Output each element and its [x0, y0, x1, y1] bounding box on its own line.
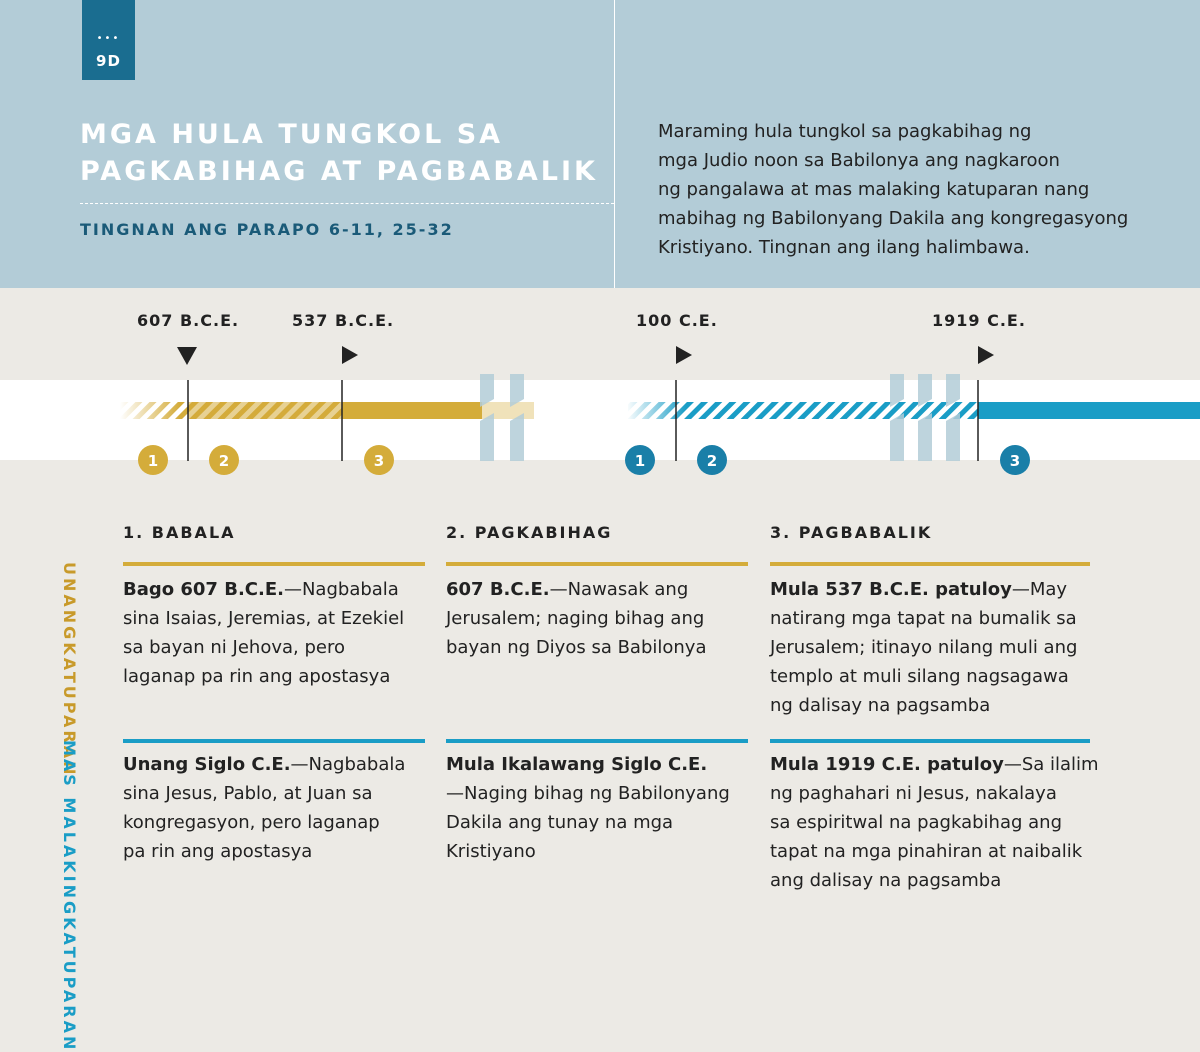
- cell-line: templo at muli silang nagsagawa: [770, 666, 1069, 687]
- row-label-mas-malaking-katuparan: [58, 740, 80, 1052]
- cell-line: [123, 575, 423, 604]
- row-label-line: KATUPARAN: [60, 642, 79, 778]
- gold-marker-2: [209, 445, 239, 475]
- cell-line: Jerusalem; itinayo nilang muli ang: [770, 637, 1078, 658]
- page-title: [80, 116, 600, 190]
- blue-rule-3: [770, 739, 1090, 743]
- row-label-line: KATUPARAN: [60, 917, 79, 1052]
- title-line-1: MGA HULA TUNGKOL SA: [80, 119, 504, 150]
- blue-rule-1: [123, 739, 425, 743]
- play-triangle-icon: [342, 346, 358, 364]
- cell-text: —Sa ilalim: [1003, 754, 1099, 775]
- cell-mas-babala: [123, 750, 423, 866]
- gold-marker-1: [138, 445, 168, 475]
- gold-marker-1-label: 1: [147, 452, 159, 470]
- cell-line: pa rin ang apostasya: [123, 841, 313, 862]
- cell-line: sa espiritwal na pagkabihag ang: [770, 812, 1062, 833]
- title-divider: [80, 203, 614, 204]
- cell-line: bayan ng Diyos sa Babilonya: [446, 637, 707, 658]
- gold-marker-3: [364, 445, 394, 475]
- cell-text: —Nagbabala: [290, 754, 406, 775]
- cell-bold: Mula 1919 C.E. patuloy: [770, 754, 1004, 775]
- blue-marker-2: [697, 445, 727, 475]
- column-header-pagkabihag: 2. PAGKABIHAG: [446, 523, 613, 542]
- date-label-607: 607 B.C.E.: [137, 311, 240, 330]
- cell-unang-pagkabihag: [446, 575, 746, 662]
- cell-line: Kristiyano: [446, 841, 536, 862]
- cell-line: [770, 750, 1099, 779]
- cell-line: natirang mga tapat na bumalik sa: [770, 608, 1077, 629]
- gold-marker-2-label: 2: [218, 452, 230, 470]
- gold-marker-3-label: 3: [373, 452, 385, 470]
- column-header-babala: 1. BABALA: [123, 523, 236, 542]
- cell-line: sina Jesus, Pablo, at Juan sa: [123, 783, 373, 804]
- intro-line: mga Judio noon sa Babilonya ang nagkaroon: [658, 150, 1060, 171]
- blue-rule-2: [446, 739, 748, 743]
- blue-marker-1-label: 1: [634, 452, 646, 470]
- blue-fade: [626, 400, 686, 421]
- cell-text: —May: [1011, 579, 1068, 600]
- cell-line: [770, 575, 1070, 604]
- cell-line: kongregasyon, pero laganap: [123, 812, 380, 833]
- intro-text: [658, 117, 1158, 262]
- date-label-1919: 1919 C.E.: [932, 311, 1026, 330]
- timeline-graphic: [0, 300, 1200, 500]
- blue-marker-2-label: 2: [706, 452, 718, 470]
- cell-line: [446, 750, 746, 779]
- title-line-2: PAGKABIHAG AT PAGBABALIK: [80, 156, 598, 187]
- down-triangle-icon: [177, 347, 197, 365]
- cell-mas-pagkabihag: [446, 750, 746, 866]
- cell-text: —Nagbabala: [283, 579, 399, 600]
- cell-line: Dakila ang tunay na mga: [446, 812, 674, 833]
- cell-bold: Unang Siglo C.E.: [123, 754, 291, 775]
- cell-bold: Mula 537 B.C.E. patuloy: [770, 579, 1012, 600]
- cell-bold: Bago 607 B.C.E.: [123, 579, 284, 600]
- gold-solid-segment: [342, 402, 482, 419]
- play-triangle-icon: [978, 346, 994, 364]
- cell-line: ng paghahari ni Jesus, nakalaya: [770, 783, 1057, 804]
- blue-track: [626, 400, 1200, 421]
- cell-line: [123, 750, 423, 779]
- blue-marker-1: [625, 445, 655, 475]
- cell-unang-pagbabalik: [770, 575, 1078, 720]
- cell-line: [446, 575, 746, 604]
- page-subtitle: TINGNAN ANG PARAPO 6-11, 25-32: [80, 220, 454, 239]
- blue-marker-3-label: 3: [1009, 452, 1021, 470]
- cell-line: tapat na mga pinahiran at naibalik: [770, 841, 1083, 862]
- intro-line: Maraming hula tungkol sa pagkabihag ng: [658, 121, 1032, 142]
- cell-line: ang dalisay na pagsamba: [770, 870, 1002, 891]
- cell-line: sa bayan ni Jehova, pero: [123, 637, 345, 658]
- blue-solid-segment: [978, 402, 1200, 419]
- column-header-pagbabalik: 3. PAGBABALIK: [770, 523, 933, 542]
- row-label-line: UNANG: [60, 562, 79, 643]
- header-divider: [614, 0, 615, 288]
- cell-line: sina Isaias, Jeremias, at Ezekiel: [123, 608, 405, 629]
- row-label-line: MAS MALAKING: [60, 740, 79, 918]
- intro-line: ng pangalawa at mas malaking katuparan nang: [658, 179, 1090, 200]
- blue-marker-3: [1000, 445, 1030, 475]
- badge-label: 9D: [96, 52, 121, 70]
- gold-track: [120, 400, 534, 421]
- intro-line: mabihag ng Babilonyang Dakila ang kongregasyong: [658, 208, 1129, 229]
- play-triangle-icon: [676, 346, 692, 364]
- intro-line: Kristiyano. Tingnan ang ilang halimbawa.: [658, 237, 1030, 258]
- gold-fade: [120, 400, 180, 421]
- cell-bold: 607 B.C.E.: [446, 579, 550, 600]
- cell-line: Jerusalem; naging bihag ang: [446, 608, 705, 629]
- gold-rule-3: [770, 562, 1090, 566]
- cell-bold: Mula Ikalawang Siglo C.E.: [446, 754, 708, 775]
- cell-text: —Nawasak ang: [549, 579, 689, 600]
- section-badge: [82, 0, 135, 80]
- cell-line: laganap pa rin ang apostasya: [123, 666, 391, 687]
- cell-line: —Naging bihag ng Babilonyang: [446, 783, 730, 804]
- cell-mas-pagbabalik: [770, 750, 1099, 895]
- badge-dots: •••: [96, 33, 121, 44]
- cell-unang-babala: [123, 575, 423, 691]
- gold-hatched-fill: [188, 402, 342, 419]
- cell-line: ng dalisay na pagsamba: [770, 695, 991, 716]
- date-label-537: 537 B.C.E.: [292, 311, 395, 330]
- date-label-100: 100 C.E.: [636, 311, 718, 330]
- gold-rule-1: [123, 562, 425, 566]
- gold-rule-2: [446, 562, 748, 566]
